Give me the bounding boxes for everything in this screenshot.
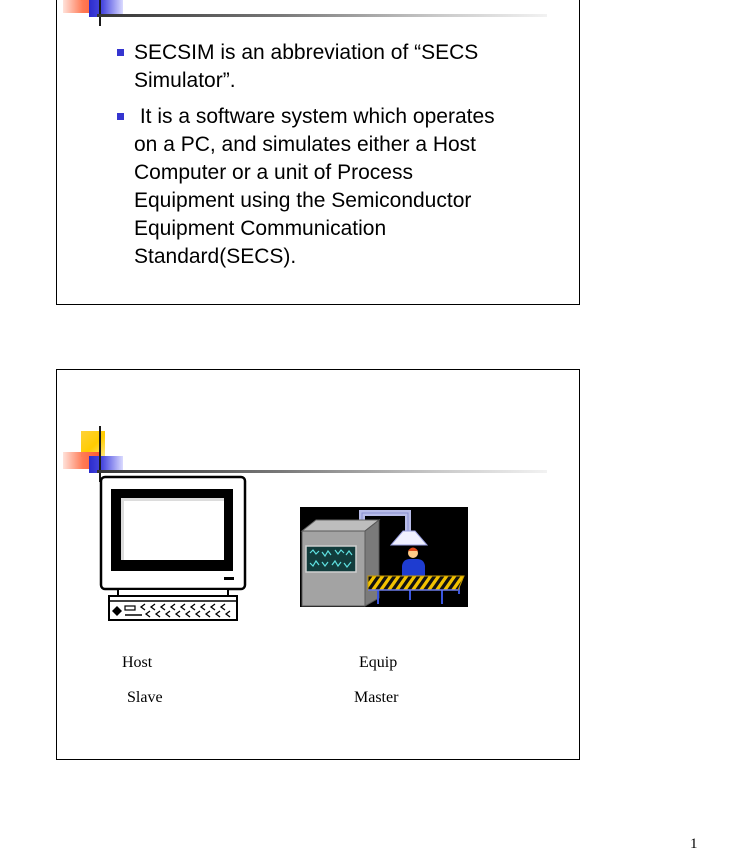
slave-label: Slave bbox=[127, 689, 163, 706]
bullet-line: on a PC, and simulates either a Host bbox=[134, 133, 477, 156]
bullet-line: Standard(SECS). bbox=[134, 245, 297, 268]
title-rule bbox=[97, 470, 547, 473]
bullet-list bbox=[57, 39, 495, 279]
bullet-line: Simulator”. bbox=[134, 69, 236, 92]
bullet-text bbox=[134, 103, 495, 271]
bullet-line: Computer or a unit of Process bbox=[134, 161, 413, 184]
computer-illustration bbox=[98, 474, 250, 624]
bullet-icon bbox=[117, 49, 124, 56]
bullet-item bbox=[57, 103, 495, 271]
page-number: 1 bbox=[690, 836, 698, 852]
equipment-illustration bbox=[300, 507, 468, 607]
bullet-item bbox=[57, 39, 495, 95]
bullet-icon bbox=[117, 113, 124, 120]
master-label: Master bbox=[354, 689, 399, 706]
slide-1 bbox=[56, 0, 580, 305]
bullet-text bbox=[134, 39, 495, 95]
bullet-line: It is a software system which operates bbox=[134, 105, 495, 128]
equip-label: Equip bbox=[359, 654, 398, 671]
title-rule bbox=[97, 14, 547, 17]
host-label: Host bbox=[122, 654, 153, 671]
bullet-line: Equipment using the Semiconductor bbox=[134, 189, 472, 212]
bullet-line: Equipment Communication bbox=[134, 217, 387, 240]
bullet-line: SECSIM is an abbreviation of “SECS bbox=[134, 41, 479, 64]
